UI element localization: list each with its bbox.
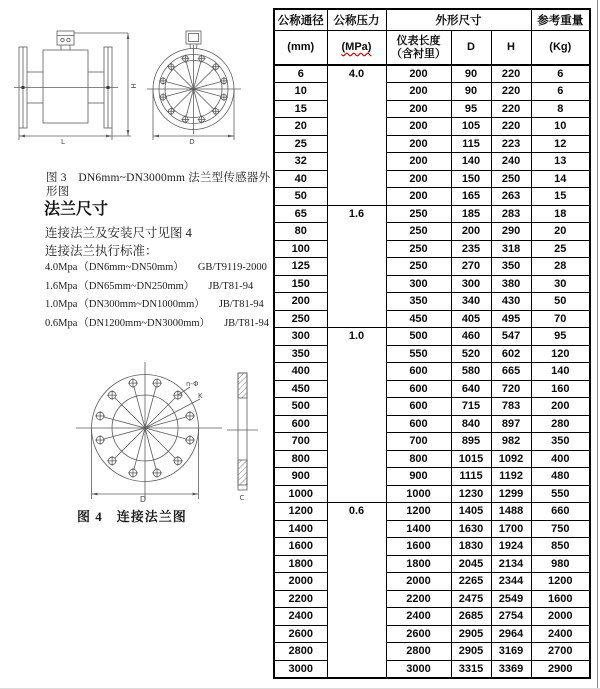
cell-dn: 65: [274, 205, 327, 223]
cell-length: 500: [386, 328, 451, 346]
header-length-sub: 仪表长度 （含衬里）: [386, 31, 451, 66]
table-row: [274, 643, 590, 661]
cell-d: 580: [451, 363, 491, 381]
table-row: [274, 275, 590, 293]
cell-d: 95: [451, 100, 491, 118]
table-row: [274, 293, 590, 311]
cell-d: 1405: [451, 503, 491, 521]
cell-dn: 10: [274, 83, 327, 101]
cell-weight: 660: [531, 503, 590, 521]
cell-h: 240: [491, 153, 531, 171]
mpa-unit-wavy: (MPa): [341, 41, 372, 53]
cell-length: 900: [386, 468, 451, 486]
cell-length: 600: [386, 415, 451, 433]
cell-dn: 700: [274, 433, 327, 451]
table-row: [274, 188, 590, 206]
table-row: [274, 573, 590, 591]
table-row: [274, 118, 590, 136]
cell-length: 250: [386, 258, 451, 276]
table-row: [274, 608, 590, 626]
figure4-flange-drawing: [0, 350, 270, 510]
label-K: K: [198, 392, 203, 400]
table-row: [274, 468, 590, 486]
cell-dn: 2800: [274, 643, 327, 661]
cell-length: 200: [386, 118, 451, 136]
table-row: [274, 485, 590, 503]
cell-length: 350: [386, 293, 451, 311]
cell-length: 200: [386, 188, 451, 206]
cell-weight: 30: [531, 275, 590, 293]
cell-weight: 25: [531, 240, 590, 258]
cell-length: 700: [386, 433, 451, 451]
cell-length: 1400: [386, 520, 451, 538]
cell-dn: 400: [274, 363, 327, 381]
table-row: [274, 625, 590, 643]
cell-d: 2905: [451, 643, 491, 661]
flange-size-heading: 法兰尺寸: [44, 201, 109, 218]
cell-length: 300: [386, 275, 451, 293]
table-row: [274, 660, 590, 678]
cell-h: 430: [491, 293, 531, 311]
header-dn-title: 公称通径: [274, 9, 327, 31]
cell-h: 1092: [491, 450, 531, 468]
cell-weight: 2700: [531, 643, 590, 661]
cell-dn: 450: [274, 380, 327, 398]
cell-h: 897: [491, 415, 531, 433]
cell-length: 600: [386, 363, 451, 381]
cell-weight: 50: [531, 293, 590, 311]
cell-h: 290: [491, 223, 531, 241]
cell-d: 1230: [451, 485, 491, 503]
cell-h: 220: [491, 100, 531, 118]
cell-d: 3315: [451, 660, 491, 678]
cell-weight: 2000: [531, 608, 590, 626]
terminal-box: [57, 31, 74, 45]
cell-h: 1924: [491, 538, 531, 556]
cell-dn: 1800: [274, 555, 327, 573]
cell-d: 1830: [451, 538, 491, 556]
cell-dn: 900: [274, 468, 327, 486]
cell-h: 3369: [491, 660, 531, 678]
figure3-sensor-drawing: [0, 0, 270, 168]
cell-h: 220: [491, 118, 531, 136]
table-row: [274, 240, 590, 258]
cell-weight: 1200: [531, 573, 590, 591]
table-row: [274, 363, 590, 381]
header-pn-unit: [327, 31, 386, 66]
cell-weight: 480: [531, 468, 590, 486]
cell-dn: 1200: [274, 503, 327, 521]
table-row: [274, 590, 590, 608]
cell-d: 840: [451, 415, 491, 433]
cell-dn: 1400: [274, 520, 327, 538]
cell-length: 2600: [386, 625, 451, 643]
cell-h: 2964: [491, 625, 531, 643]
cell-dn: 2000: [274, 573, 327, 591]
cell-weight: 200: [531, 398, 590, 416]
cell-length: 200: [386, 100, 451, 118]
cell-d: 90: [451, 65, 491, 83]
cell-length: 1800: [386, 555, 451, 573]
table-row: [274, 520, 590, 538]
cell-h: 602: [491, 345, 531, 363]
cell-d: 715: [451, 398, 491, 416]
cell-weight: 6: [531, 65, 590, 83]
cell-h: 380: [491, 275, 531, 293]
cell-pressure: 4.0: [327, 65, 386, 205]
cell-h: 783: [491, 398, 531, 416]
cell-d: 270: [451, 258, 491, 276]
flange-note-line1: 连接法兰及安装尺寸见图 4: [45, 226, 192, 240]
cell-dn: 250: [274, 310, 327, 328]
cell-d: 895: [451, 433, 491, 451]
cell-h: 2754: [491, 608, 531, 626]
table-row: [274, 83, 590, 101]
cell-pressure: 0.6: [327, 503, 386, 678]
dims-table-body: [274, 65, 590, 678]
cell-d: 140: [451, 153, 491, 171]
cell-dn: 25: [274, 135, 327, 153]
cell-length: 450: [386, 310, 451, 328]
cell-d: 185: [451, 205, 491, 223]
cell-weight: 120: [531, 345, 590, 363]
cell-weight: 6: [531, 83, 590, 101]
cell-d: 2265: [451, 573, 491, 591]
table-row: [274, 205, 590, 223]
cell-d: 200: [451, 223, 491, 241]
cell-weight: 750: [531, 520, 590, 538]
cell-length: 200: [386, 135, 451, 153]
cell-h: 2344: [491, 573, 531, 591]
cell-length: 600: [386, 398, 451, 416]
cell-weight: 2400: [531, 625, 590, 643]
cell-dn: 20: [274, 118, 327, 136]
standard-line: 1.6Mpa（DN65mm~DN250mm） JB/T81-94: [45, 280, 254, 292]
cell-dn: 2200: [274, 590, 327, 608]
table-row: [274, 380, 590, 398]
cell-d: 300: [451, 275, 491, 293]
cell-d: 405: [451, 310, 491, 328]
cell-length: 1600: [386, 538, 451, 556]
cell-dn: 6: [274, 65, 327, 83]
dimensions-table: [273, 8, 591, 679]
cell-pressure: 1.6: [327, 205, 386, 328]
cell-weight: 350: [531, 433, 590, 451]
table-row: [274, 170, 590, 188]
table-row: [274, 450, 590, 468]
dim-label-D-front: D: [189, 138, 195, 146]
cell-weight: 400: [531, 450, 590, 468]
cell-length: 250: [386, 240, 451, 258]
cell-weight: 13: [531, 153, 590, 171]
cell-dn: 3000: [274, 660, 327, 678]
cell-h: 1700: [491, 520, 531, 538]
dim-label-H: H: [129, 83, 137, 89]
cell-h: 3169: [491, 643, 531, 661]
label-n-phi: n-Φ: [186, 380, 199, 388]
cell-length: 2800: [386, 643, 451, 661]
cell-d: 340: [451, 293, 491, 311]
cell-d: 235: [451, 240, 491, 258]
cell-d: 105: [451, 118, 491, 136]
cell-dn: 15: [274, 100, 327, 118]
table-row: [274, 503, 590, 521]
cell-length: 200: [386, 83, 451, 101]
cell-d: 2685: [451, 608, 491, 626]
cell-dn: 800: [274, 450, 327, 468]
cell-weight: 550: [531, 485, 590, 503]
cell-pressure: 1.0: [327, 328, 386, 503]
table-header: [274, 9, 590, 65]
cell-d: 460: [451, 328, 491, 346]
header-outline-title: 外形尺寸: [386, 9, 531, 31]
cell-weight: 10: [531, 118, 590, 136]
label-C: C: [239, 494, 245, 502]
cell-d: 90: [451, 83, 491, 101]
table-row: [274, 538, 590, 556]
cell-dn: 1600: [274, 538, 327, 556]
cell-h: 1488: [491, 503, 531, 521]
cell-length: 600: [386, 380, 451, 398]
cell-weight: 14: [531, 170, 590, 188]
standard-line: 1.0Mpa（DN300mm~DN1000mm） JB/T81-94: [45, 299, 264, 311]
cell-length: 2200: [386, 590, 451, 608]
cell-length: 550: [386, 345, 451, 363]
cell-dn: 40: [274, 170, 327, 188]
cell-h: 2134: [491, 555, 531, 573]
table-row: [274, 65, 590, 83]
table-row: [274, 310, 590, 328]
cell-dn: 2600: [274, 625, 327, 643]
cell-weight: 18: [531, 205, 590, 223]
table-row: [274, 328, 590, 346]
header-dn-unit: (mm): [274, 31, 327, 66]
table-row: [274, 398, 590, 416]
cell-dn: 200: [274, 293, 327, 311]
table-row: [274, 100, 590, 118]
cell-length: 2400: [386, 608, 451, 626]
cell-length: 200: [386, 170, 451, 188]
cell-dn: 50: [274, 188, 327, 206]
cell-dn: 1000: [274, 485, 327, 503]
cell-weight: 160: [531, 380, 590, 398]
cell-dn: 350: [274, 345, 327, 363]
cell-dn: 500: [274, 398, 327, 416]
cell-weight: 70: [531, 310, 590, 328]
cell-length: 200: [386, 65, 451, 83]
cell-weight: 980: [531, 555, 590, 573]
cell-h: 318: [491, 240, 531, 258]
cell-dn: 32: [274, 153, 327, 171]
table-row: [274, 223, 590, 241]
cell-h: 2549: [491, 590, 531, 608]
cell-weight: 140: [531, 363, 590, 381]
cell-h: 547: [491, 328, 531, 346]
table-row: [274, 555, 590, 573]
cell-dn: 100: [274, 240, 327, 258]
cell-d: 2475: [451, 590, 491, 608]
cell-dn: 150: [274, 275, 327, 293]
cell-d: 1115: [451, 468, 491, 486]
cell-h: 250: [491, 170, 531, 188]
header-h-sub: H: [491, 31, 531, 66]
cell-h: 263: [491, 188, 531, 206]
cell-h: 223: [491, 135, 531, 153]
cell-length: 3000: [386, 660, 451, 678]
cell-length: 250: [386, 223, 451, 241]
cell-h: 495: [491, 310, 531, 328]
figure3-caption: 图 3 DN6mm~DN3000mm 法兰型传感器外形图: [46, 172, 271, 198]
cell-h: 665: [491, 363, 531, 381]
cell-length: 250: [386, 205, 451, 223]
figure4-caption: 图 4 连接法兰图: [77, 509, 187, 524]
header-weight-title: 参考重量: [531, 9, 590, 31]
cell-h: 220: [491, 83, 531, 101]
sensor-body: [43, 50, 88, 123]
cell-weight: 20: [531, 223, 590, 241]
table-row: [274, 415, 590, 433]
flange-standards-list: [45, 259, 269, 334]
cell-weight: 95: [531, 328, 590, 346]
cell-d: 2905: [451, 625, 491, 643]
cell-d: 520: [451, 345, 491, 363]
cell-dn: 300: [274, 328, 327, 346]
cell-weight: 8: [531, 100, 590, 118]
table-row: [274, 153, 590, 171]
cell-h: 720: [491, 380, 531, 398]
cell-d: 150: [451, 170, 491, 188]
cell-h: 1192: [491, 468, 531, 486]
cell-h: 982: [491, 433, 531, 451]
page-right-border: [597, 0, 598, 689]
cell-h: 283: [491, 205, 531, 223]
cell-dn: 80: [274, 223, 327, 241]
cell-d: 2045: [451, 555, 491, 573]
cell-d: 1630: [451, 520, 491, 538]
cell-d: 1015: [451, 450, 491, 468]
cell-dn: 2400: [274, 608, 327, 626]
cell-weight: 850: [531, 538, 590, 556]
cell-h: 220: [491, 65, 531, 83]
cell-length: 2000: [386, 573, 451, 591]
cell-length: 800: [386, 450, 451, 468]
flange-note-line2: 连接法兰执行标准：: [45, 244, 158, 258]
header-pn-title: 公称压力: [327, 9, 386, 31]
cell-dn: 125: [274, 258, 327, 276]
cell-h: 350: [491, 258, 531, 276]
dim-label-L: L: [61, 138, 65, 146]
cell-d: 115: [451, 135, 491, 153]
cell-d: 640: [451, 380, 491, 398]
cell-weight: 28: [531, 258, 590, 276]
table-row: [274, 258, 590, 276]
table-row: [274, 433, 590, 451]
cell-weight: 12: [531, 135, 590, 153]
cell-length: 1200: [386, 503, 451, 521]
cell-weight: 2900: [531, 660, 590, 678]
cell-length: 200: [386, 153, 451, 171]
standard-line: 0.6Mpa（DN1200mm~DN3000mm） JB/T81-94: [45, 318, 269, 330]
cell-weight: 15: [531, 188, 590, 206]
cell-d: 165: [451, 188, 491, 206]
header-weight-unit: (Kg): [531, 31, 590, 66]
cell-weight: 1600: [531, 590, 590, 608]
cell-weight: 280: [531, 415, 590, 433]
table-row: [274, 135, 590, 153]
standard-line: 4.0Mpa（DN6mm~DN50mm） GB/T9119-2000: [45, 262, 267, 273]
dim-label-D: D: [139, 495, 147, 504]
cell-h: 1299: [491, 485, 531, 503]
header-d-sub: D: [451, 31, 491, 66]
cell-dn: 600: [274, 415, 327, 433]
table-row: [274, 345, 590, 363]
cell-length: 1000: [386, 485, 451, 503]
